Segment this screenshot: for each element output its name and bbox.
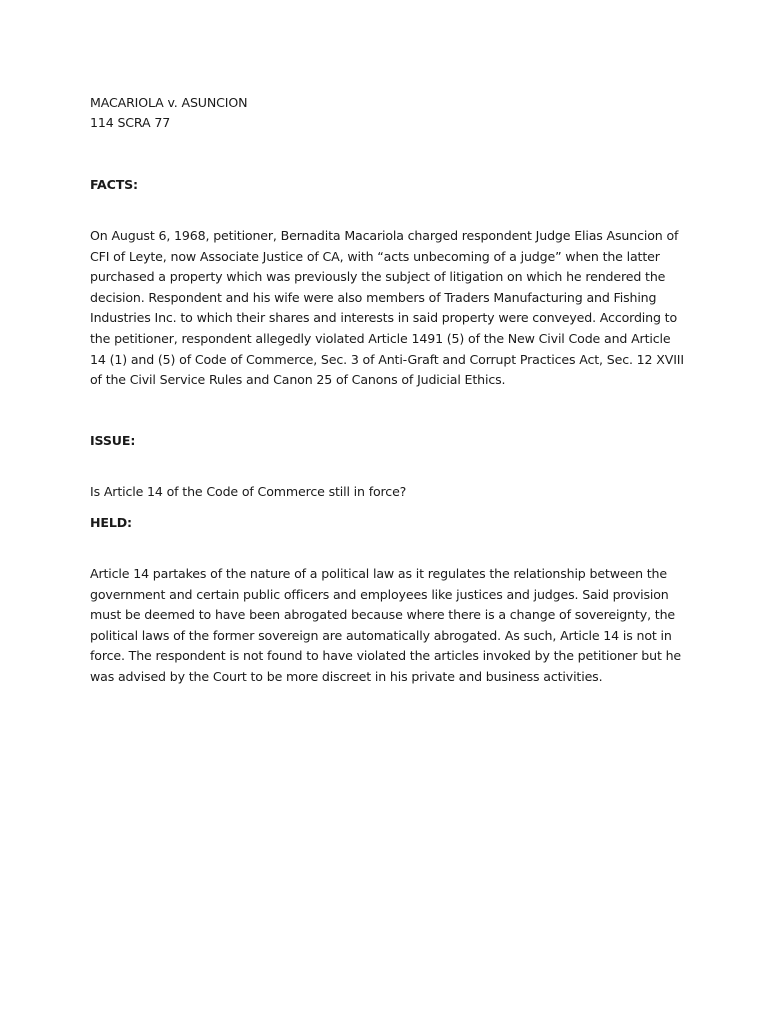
- held-body: Article 14 partakes of the nature of a political law as it regulates the relationship between the government and certain public officers and employees like justices and judges. Said provision must be deemed to have been abrogated because where there is a change of sovereignty, the political laws of the former sovereign are automatically abrogated. As such, Article 14 is not in force. The respondent is not found to have violated the articles invoked by the petitioner but he was advised by the Court to be more discreet in his private and business activities.: [90, 566, 682, 684]
- issue-heading: ISSUE:: [90, 433, 136, 448]
- case-title: MACARIOLA v. ASUNCION: [90, 95, 248, 110]
- held-heading: HELD:: [90, 515, 132, 530]
- case-header: [90, 93, 690, 133]
- issue-body: Is Article 14 of the Code of Commerce still in force?: [90, 484, 407, 499]
- case-citation: 114 SCRA 77: [90, 115, 171, 130]
- facts-body: On August 6, 1968, petitioner, Bernadita Macariola charged respondent Judge Elias Asuncion of CFI of Leyte, now Associate Justice of CA, with “acts unbecoming of a judge” when the latter purchased a property which was previously the subject of litigation on which he rendered the decision. Respondent and his wife were also members of Traders Manufacturing and Fishing Industries Inc. to which their shares and interests in said property were conveyed. According to the petitioner, respondent allegedly violated Article 1491 (5) of the New Civil Code and Article 14 (1) and (5) of Code of Commerce, Sec. 3 of Anti-Graft and Corrupt Practices Act, Sec. 12 XVIII of the Civil Service Rules and Canon 25 of Canons of Judicial Ethics.: [90, 228, 684, 388]
- facts-heading: FACTS:: [90, 177, 138, 192]
